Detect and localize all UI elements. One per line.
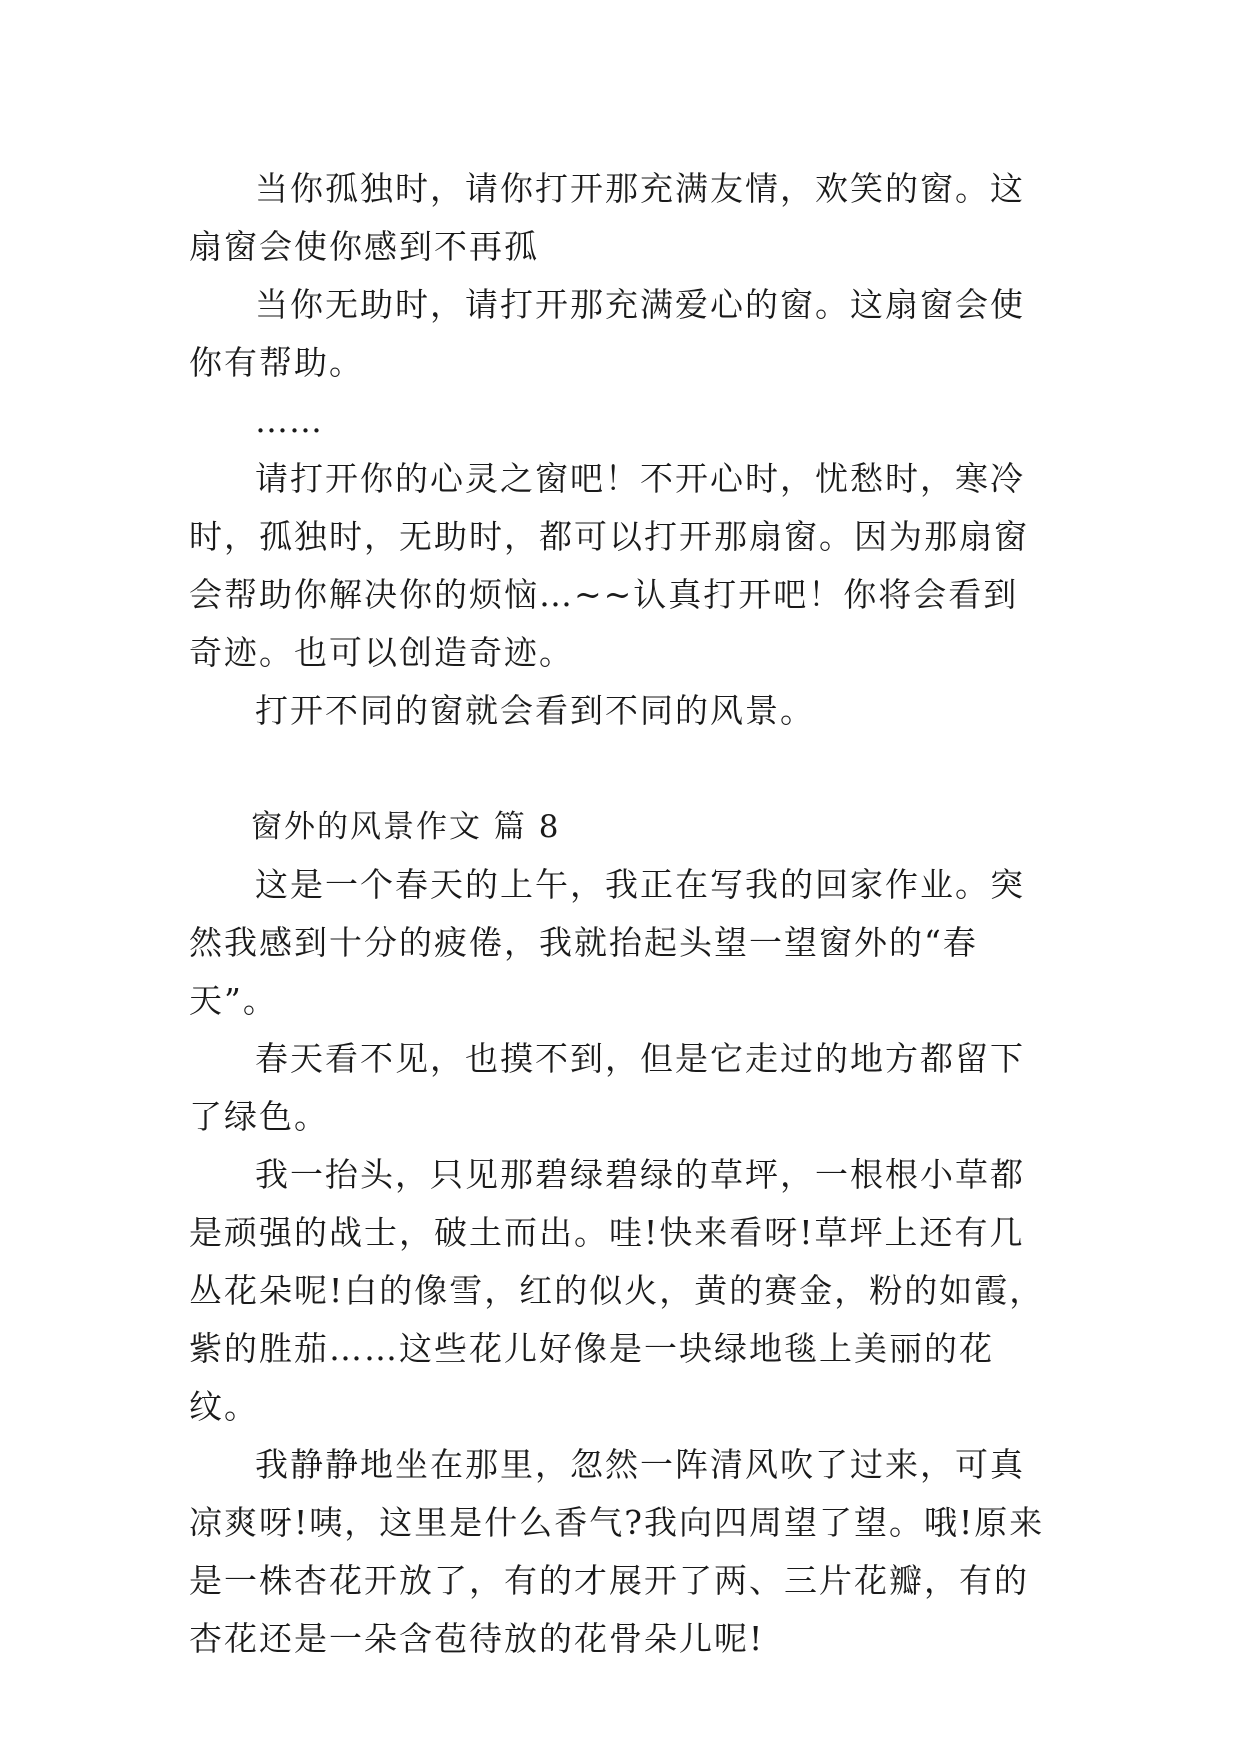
paragraph-apricot-blossom: 我静静地坐在那里，忽然一阵清风吹了过来，可真凉爽呀!咦，这里是什么香气?我向四周望了望。哦!原来是一株杏花开放了，有的才展开了两、三片花瓣，有的杏花还是一朵含苞待放的花骨朵儿呢! — [189, 1445, 1045, 1658]
section-spacer — [189, 740, 1049, 798]
essay-heading: 窗外的风景作文 篇 8 — [251, 809, 561, 845]
paragraph-spring-green: 春天看不见，也摸不到，但是它走过的地方都留下了绿色。 — [189, 1039, 1025, 1136]
paragraph-lawn-flowers: 我一抬头，只见那碧绿碧绿的草坪，一根根小草都是顽强的战士，破土而出。哇!快来看呀!草坪上还有几丛花朵呢!白的像雪，红的似火，黄的赛金，粉的如霞，紫的胜茄……这些花儿好像是一块绿地毯上美丽的花纹。 — [189, 1155, 1045, 1426]
paragraph-lonely-window: 当你孤独时，请你打开那充满友情，欢笑的窗。这扇窗会使你感到不再孤 — [189, 169, 1025, 266]
paragraph-spring-morning: 这是一个春天的上午，我正在写我的回家作业。突然我感到十分的疲倦，我就抬起头望一望窗外的“春天”。 — [189, 865, 1025, 1020]
ellipsis-line: …… — [255, 401, 323, 440]
paragraph-open-heart-window: 请打开你的心灵之窗吧！不开心时，忧愁时，寒冷时，孤独时，无助时，都可以打开那扇窗。因为那扇窗会帮助你解决你的烦恼…~~认真打开吧！你将会看到奇迹。也可以创造奇迹。 — [189, 459, 1029, 672]
document-body — [189, 160, 1049, 1668]
paragraph-helpless-window: 当你无助时，请打开那充满爱心的窗。这扇窗会使你有帮助。 — [189, 285, 1025, 382]
paragraph-different-scenery: 打开不同的窗就会看到不同的风景。 — [255, 691, 815, 730]
